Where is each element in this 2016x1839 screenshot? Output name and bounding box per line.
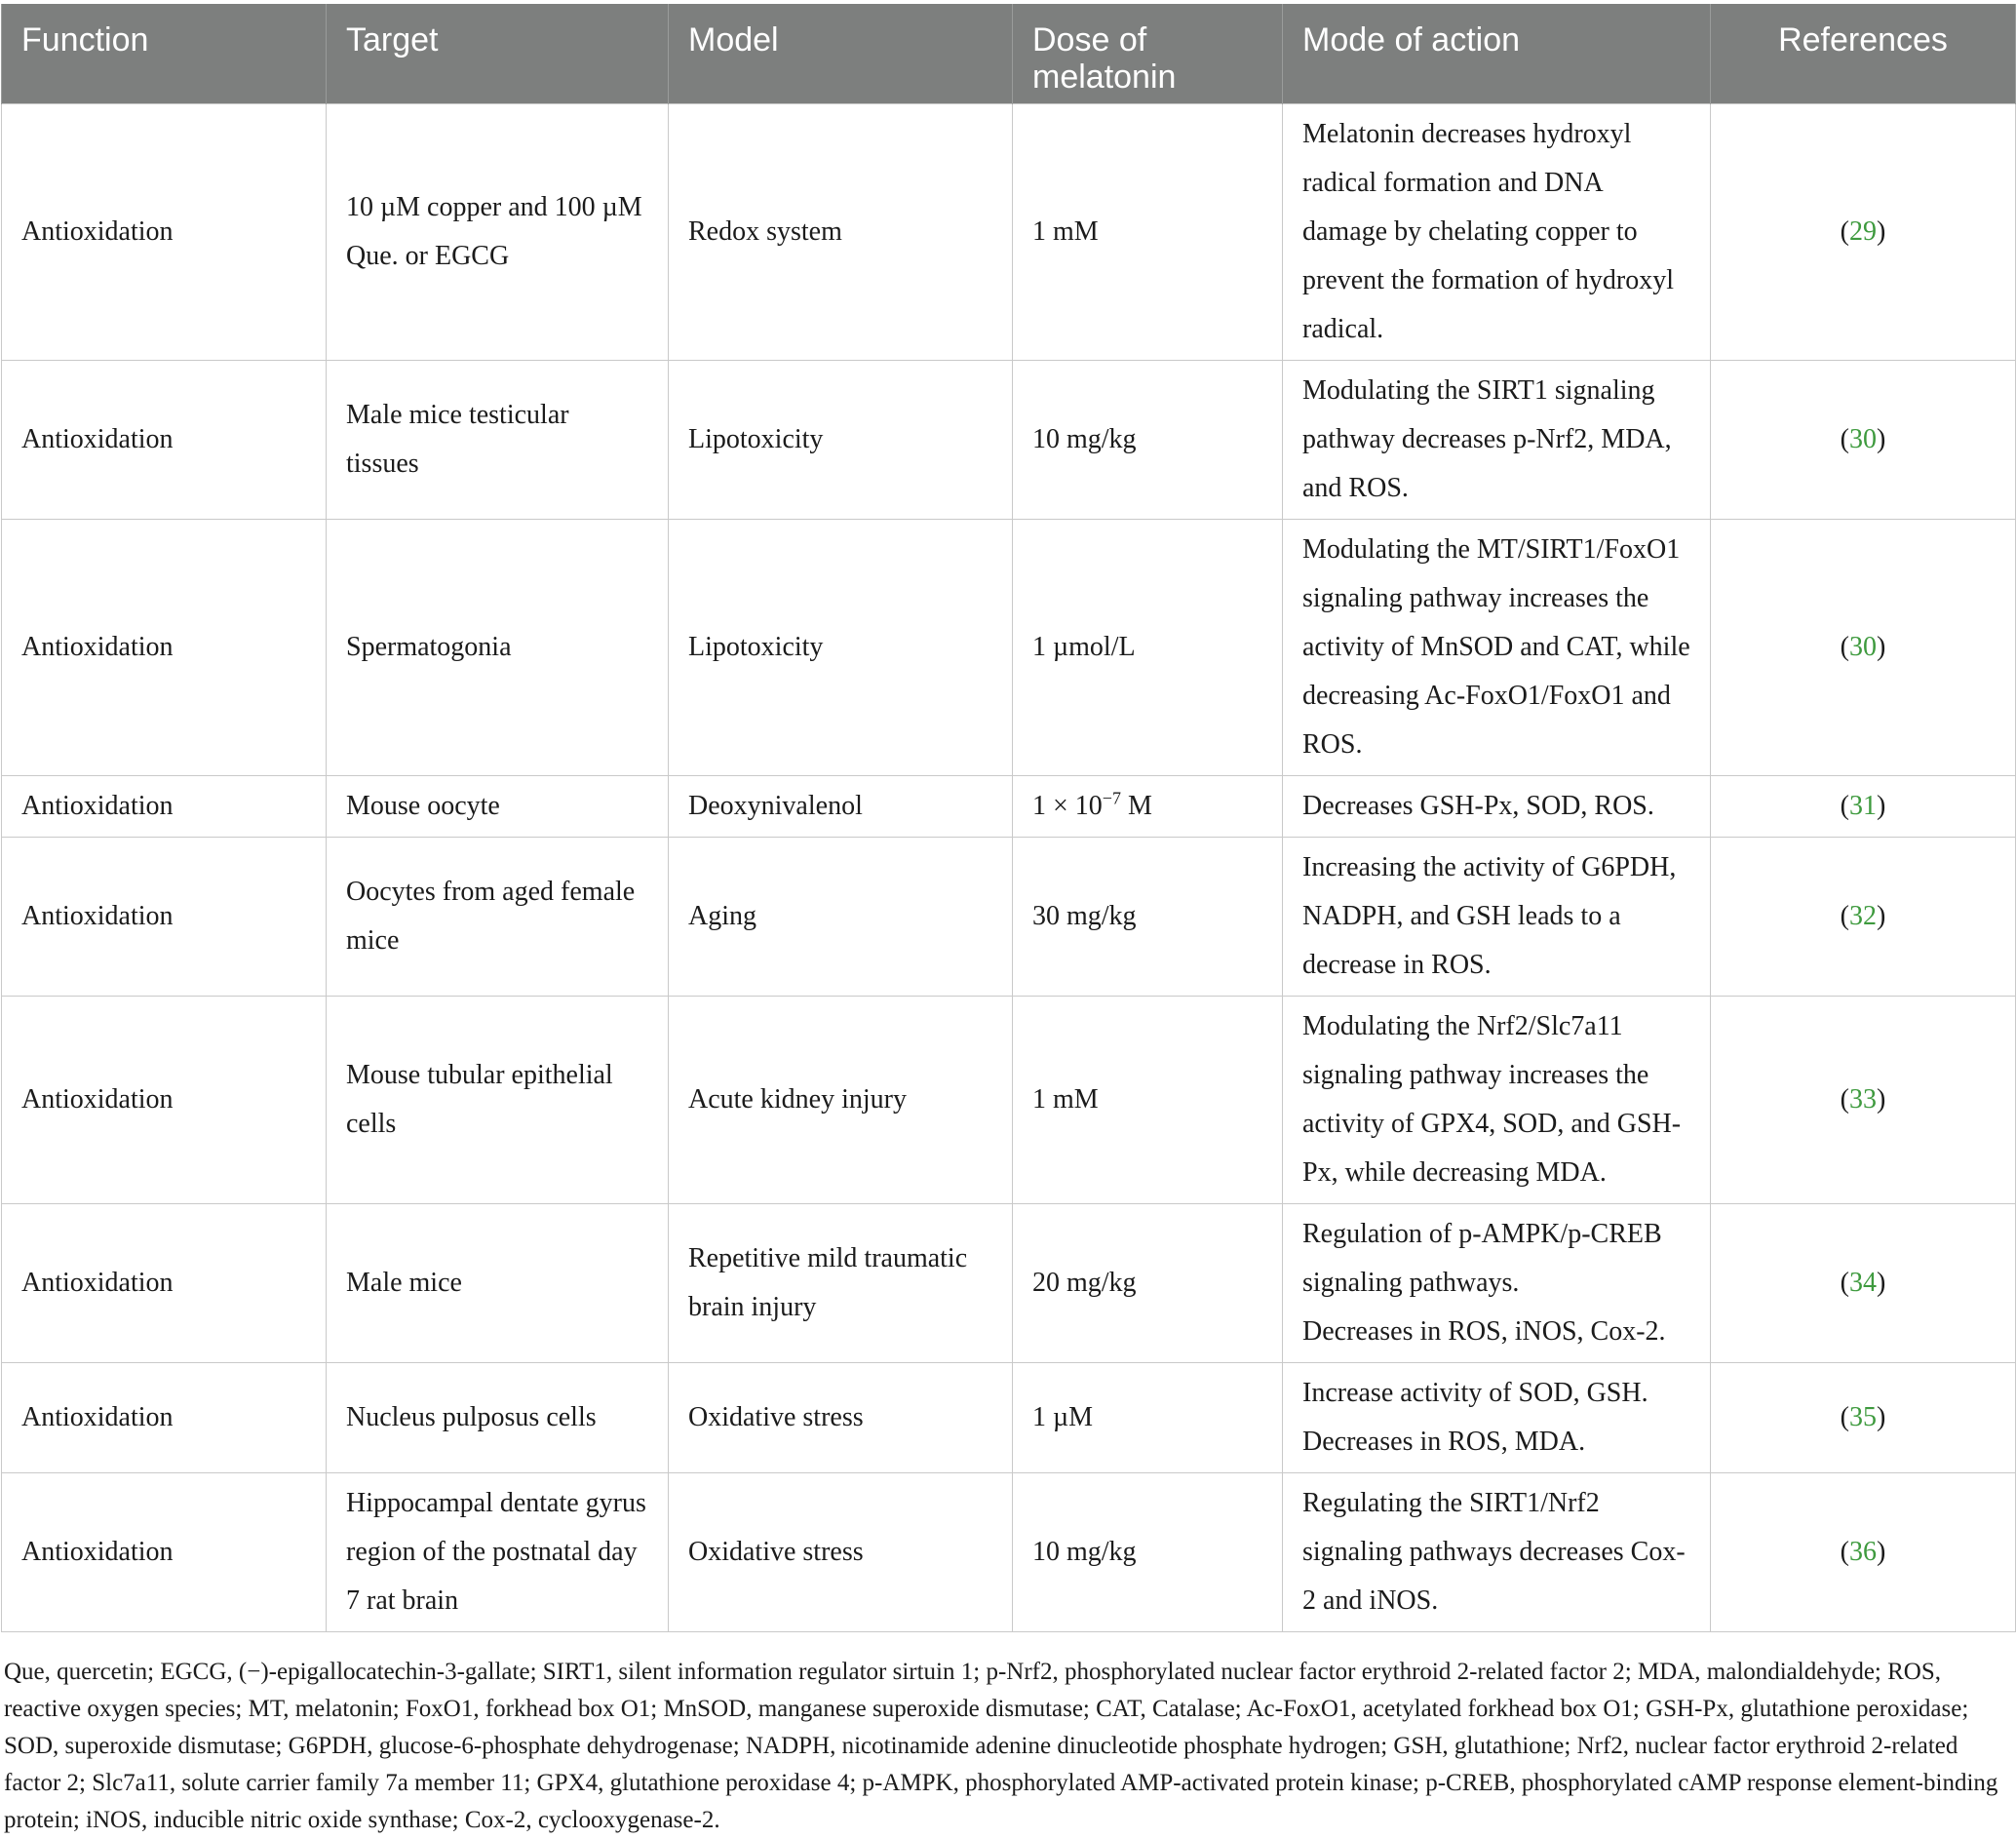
header-model: Model	[669, 4, 1013, 104]
cell-function: Antioxidation	[2, 361, 327, 520]
table-row	[2, 104, 2016, 361]
cell-reference: (34)	[1711, 1204, 2016, 1363]
reference-link[interactable]: 35	[1849, 1402, 1877, 1432]
cell-model: Deoxynivalenol	[669, 776, 1013, 838]
cell-dose: 1 mM	[1013, 997, 1283, 1204]
header-references: References	[1711, 4, 2016, 104]
reference-link[interactable]: 30	[1849, 632, 1877, 662]
cell-mode-of-action: Modulating the Nrf2/Slc7a11 signaling pathway increases the activity of GPX4, SOD, and GSH-Px, while decreasing MDA.	[1283, 997, 1711, 1204]
cell-function: Antioxidation	[2, 1473, 327, 1632]
reference-link[interactable]: 34	[1849, 1268, 1877, 1298]
cell-reference: (30)	[1711, 520, 2016, 776]
cell-reference: (29)	[1711, 104, 2016, 361]
header-mode-of-action: Mode of action	[1283, 4, 1711, 104]
cell-function: Antioxidation	[2, 838, 327, 997]
cell-reference: (32)	[1711, 838, 2016, 997]
cell-target: Spermatogonia	[327, 520, 669, 776]
table-row	[2, 838, 2016, 997]
cell-mode-of-action: Decreases GSH-Px, SOD, ROS.	[1283, 776, 1711, 838]
mode-line: Regulation of p-AMPK/p-CREB signaling pathways.	[1302, 1219, 1662, 1298]
cell-function: Antioxidation	[2, 1204, 327, 1363]
cell-model: Oxidative stress	[669, 1363, 1013, 1473]
header-function: Function	[2, 4, 327, 104]
reference-link[interactable]: 32	[1849, 901, 1877, 931]
cell-mode-of-action	[1283, 1204, 1711, 1363]
table-row	[2, 1204, 2016, 1363]
cell-target: Male mice testicular tissues	[327, 361, 669, 520]
cell-mode-of-action	[1283, 1363, 1711, 1473]
table-row	[2, 997, 2016, 1204]
cell-function: Antioxidation	[2, 997, 327, 1204]
cell-target: Mouse tubular epithelial cells	[327, 997, 669, 1204]
cell-function: Antioxidation	[2, 520, 327, 776]
cell-model: Acute kidney injury	[669, 997, 1013, 1204]
cell-target: Male mice	[327, 1204, 669, 1363]
cell-model: Repetitive mild traumatic brain injury	[669, 1204, 1013, 1363]
cell-function: Antioxidation	[2, 776, 327, 838]
cell-target: Mouse oocyte	[327, 776, 669, 838]
mode-line: Decreases in ROS, MDA.	[1302, 1427, 1586, 1457]
dose-unit: M	[1120, 791, 1152, 821]
header-target: Target	[327, 4, 669, 104]
cell-target: Oocytes from aged female mice	[327, 838, 669, 997]
cell-mode-of-action: Modulating the SIRT1 signaling pathway decreases p-Nrf2, MDA, and ROS.	[1283, 361, 1711, 520]
reference-link[interactable]: 36	[1849, 1537, 1877, 1567]
mode-line: Increase activity of SOD, GSH.	[1302, 1378, 1648, 1408]
cell-model: Redox system	[669, 104, 1013, 361]
cell-dose: 10 mg/kg	[1013, 1473, 1283, 1632]
cell-reference: (30)	[1711, 361, 2016, 520]
dose-base: 1 × 10	[1032, 791, 1103, 821]
cell-mode-of-action: Melatonin decreases hydroxyl radical formation and DNA damage by chelating copper to prevent the formation of hydroxyl radical.	[1283, 104, 1711, 361]
table-footnote: Que, quercetin; EGCG, (−)-epigallocatechin-3-gallate; SIRT1, silent information regulator sirtuin 1; p-Nrf2, phosphorylated nuclear factor erythroid 2-related factor 2; MDA, malondialdehyde; ROS, reactive oxygen species; MT, melatonin; FoxO1, forkhead box O1; MnSOD, manganese superoxide dismutase; CAT, Catalase; Ac-FoxO1, acetylated forkhead box O1; GSH-Px, glutathione peroxidase; SOD, superoxide dismutase; G6PDH, glucose-6-phosphate dehydrogenase; NADPH, nicotinamide adenine dinucleotide phosphate hydrogen; GSH, glutathione; Nrf2, nuclear factor erythroid 2-related factor 2; Slc7a11, solute carrier family 7a member 11; GPX4, glutathione peroxidase 4; p-AMPK, phosphorylated AMP-activated protein kinase; p-CREB, phosphorylated cAMP response element-binding protein; iNOS, inducible nitric oxide synthase; Cox-2, cyclooxygenase-2.	[4, 1659, 1998, 1833]
reference-link[interactable]: 29	[1849, 216, 1877, 247]
cell-reference: (35)	[1711, 1363, 2016, 1473]
table-row	[2, 361, 2016, 520]
dose-exponent: −7	[1102, 788, 1121, 808]
cell-reference: (31)	[1711, 776, 2016, 838]
cell-mode-of-action: Increasing the activity of G6PDH, NADPH, and GSH leads to a decrease in ROS.	[1283, 838, 1711, 997]
cell-function: Antioxidation	[2, 104, 327, 361]
cell-dose: 1 µM	[1013, 1363, 1283, 1473]
mode-line: Decreases in ROS, iNOS, Cox-2.	[1302, 1316, 1666, 1347]
header-row	[2, 4, 2016, 104]
cell-model: Lipotoxicity	[669, 361, 1013, 520]
cell-model: Oxidative stress	[669, 1473, 1013, 1632]
cell-dose: 10 mg/kg	[1013, 361, 1283, 520]
table-row	[2, 1363, 2016, 1473]
cell-target: 10 µM copper and 100 µM Que. or EGCG	[327, 104, 669, 361]
cell-dose: 30 mg/kg	[1013, 838, 1283, 997]
cell-model: Aging	[669, 838, 1013, 997]
cell-mode-of-action: Regulating the SIRT1/Nrf2 signaling pathways decreases Cox-2 and iNOS.	[1283, 1473, 1711, 1632]
cell-target: Nucleus pulposus cells	[327, 1363, 669, 1473]
cell-reference: (36)	[1711, 1473, 2016, 1632]
reference-link[interactable]: 33	[1849, 1084, 1877, 1115]
table-row	[2, 776, 2016, 838]
cell-mode-of-action: Modulating the MT/SIRT1/FoxO1 signaling pathway increases the activity of MnSOD and CAT, while decreasing Ac-FoxO1/FoxO1 and ROS.	[1283, 520, 1711, 776]
cell-dose: 20 mg/kg	[1013, 1204, 1283, 1363]
cell-dose: 1 µmol/L	[1013, 520, 1283, 776]
reference-link[interactable]: 30	[1849, 424, 1877, 454]
reference-link[interactable]: 31	[1849, 791, 1877, 821]
cell-target: Hippocampal dentate gyrus region of the postnatal day 7 rat brain	[327, 1473, 669, 1632]
data-table	[1, 4, 2016, 1632]
cell-model: Lipotoxicity	[669, 520, 1013, 776]
cell-reference: (33)	[1711, 997, 2016, 1204]
table-row	[2, 520, 2016, 776]
cell-function: Antioxidation	[2, 1363, 327, 1473]
cell-dose: 1 mM	[1013, 104, 1283, 361]
cell-dose	[1013, 776, 1283, 838]
table-row	[2, 1473, 2016, 1632]
header-dose: Dose of melatonin	[1013, 4, 1283, 104]
